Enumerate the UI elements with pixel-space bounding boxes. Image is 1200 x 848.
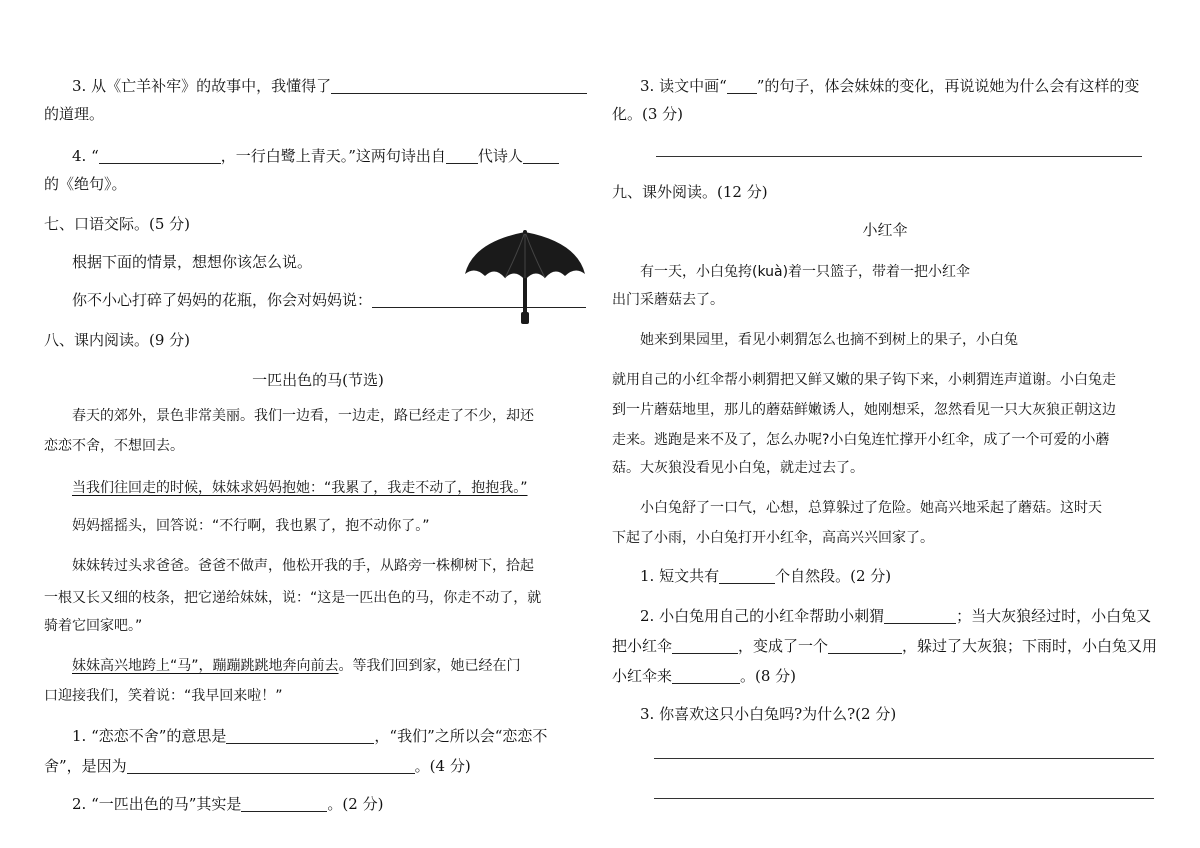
- answer-blank[interactable]: [99, 147, 221, 164]
- question-9-3: 3. 你喜欢这只小白兔吗?为什么?(2 分): [640, 705, 897, 723]
- question-8-3-tail: 化。(3 分): [612, 105, 684, 123]
- question-9-2-cont: 把小红伞 ，变成了一个 ，躲过了大灰狼；下雨时，小白兔又用: [612, 637, 1158, 655]
- question-9-2: 2. 小白兔用自己的小红伞帮助小刺猬 ；当大灰狼经过时，小白兔又: [640, 607, 1152, 625]
- section-7-answer: 你不小心打碎了妈妈的花瓶，你会对妈妈说：: [44, 290, 592, 310]
- question-8-3: 3. 读文中画“ ”的句子，体会妹妹的变化，再说说她为什么会有这样的变: [640, 77, 1140, 95]
- passage-para-3: 妈妈摇摇头，回答说：“不行啊，我也累了，抱不动你了。”: [72, 518, 430, 534]
- section-7-heading: 七、口语交际。(5 分): [44, 215, 191, 233]
- answer-blank[interactable]: [446, 147, 478, 164]
- answer-blank[interactable]: [672, 637, 738, 654]
- answer-blank[interactable]: [828, 637, 902, 654]
- passage-para-5: 妹妹高兴地跨上“马”，蹦蹦跳跳地奔向前去。等我们回到家，她已经在门: [72, 658, 521, 674]
- passage-para-2-underlined: 当我们往回走的时候，妹妹求妈妈抱她：“我累了，我走不动了，抱抱我。”: [72, 480, 528, 496]
- story-para-3: 小白兔舒了一口气，心想，总算躲过了危险。她高兴地采起了蘑菇。这时天: [640, 500, 1102, 516]
- question-8-1: 1. “恋恋不舍”的意思是 ，“我们”之所以会“恋恋不: [72, 727, 548, 745]
- answer-line[interactable]: [654, 798, 1154, 799]
- question-6-4: 4. “ ，一行白鹭上青天。”这两句诗出自 代诗人: [44, 146, 592, 166]
- passage-para-1-cont: 恋恋不舍，不想回去。: [44, 438, 184, 454]
- question-6-4-tail: 的《绝句》。: [44, 175, 127, 193]
- answer-blank[interactable]: [331, 77, 587, 94]
- answer-line[interactable]: [656, 156, 1142, 157]
- question-6-3: 3. 从《亡羊补牢》的故事中，我懂得了: [44, 76, 592, 96]
- story-para-2-cont: 就用自己的小红伞帮小刺猬把又鲜又嫩的果子钩下来，小刺猬连声道谢。小白兔走: [612, 372, 1116, 388]
- underlined-sentence: 妹妹高兴地跨上“马”，蹦蹦跳跳地奔向前去: [72, 658, 339, 674]
- story-para-2-cont: 到一片蘑菇地里，那儿的蘑菇鲜嫩诱人，她刚想采，忽然看见一只大灰狼正朝这边: [612, 402, 1116, 418]
- section-9-heading: 九、课外阅读。(12 分): [612, 183, 768, 201]
- story-para-2: 她来到果园里，看见小刺猬怎么也摘不到树上的果子，小白兔: [640, 332, 1018, 348]
- passage-para-5-cont: 口迎接我们，笑着说：“我早回来啦！”: [44, 688, 283, 704]
- question-9-1: 1. 短文共有 个自然段。(2 分): [640, 567, 892, 585]
- left-column: [44, 0, 592, 848]
- question-8-2: 2. “一匹出色的马”其实是 。(2 分): [72, 795, 384, 813]
- answer-blank[interactable]: [226, 727, 374, 744]
- answer-blank[interactable]: [241, 795, 327, 812]
- answer-blank[interactable]: [719, 567, 775, 584]
- story-para-1-cont: 出门采蘑菇去了。: [612, 292, 724, 308]
- question-8-1-cont: 舍”，是因为 。(4 分): [44, 757, 471, 775]
- answer-blank[interactable]: [884, 607, 956, 624]
- question-6-3-tail: 的道理。: [44, 105, 105, 123]
- story-title: 小红伞: [862, 221, 908, 239]
- story-para-2-cont: 走来。逃跑是来不及了，怎么办呢?小白兔连忙撑开小红伞，成了一个可爱的小蘑: [612, 432, 1110, 448]
- answer-line[interactable]: [654, 758, 1154, 759]
- section-7-prompt: 根据下面的情景，想想你该怎么说。: [72, 253, 313, 271]
- answer-blank[interactable]: [127, 757, 415, 774]
- umbrella-icon: [463, 230, 587, 326]
- answer-blank[interactable]: [672, 667, 740, 684]
- passage-para-4: 妹妹转过头求爸爸。爸爸不做声，他松开我的手，从路旁一株柳树下，拾起: [72, 558, 534, 574]
- story-para-1: 有一天，小白兔挎(kuà)着一只篮子，带着一把小红伞: [640, 264, 971, 280]
- question-9-2-end: 小红伞来 。(8 分): [612, 667, 797, 685]
- story-para-2-end: 菇。大灰狼没看见小白兔，就走过去了。: [612, 460, 864, 476]
- section-8-heading: 八、课内阅读。(9 分): [44, 331, 191, 349]
- answer-blank[interactable]: [523, 147, 559, 164]
- passage-title: 一匹出色的马(节选): [252, 371, 384, 389]
- answer-blank[interactable]: [727, 77, 757, 94]
- passage-para-4-end: 骑着它回家吧。”: [44, 618, 143, 634]
- passage-para-4-cont: 一根又长又细的枝条，把它递给妹妹，说：“这是一匹出色的马，你走不动了，就: [44, 590, 542, 606]
- right-column: [612, 0, 1158, 848]
- passage-para-1: 春天的郊外，景色非常美丽。我们一边看，一边走，路已经走了不少，却还: [72, 408, 534, 424]
- story-para-3-cont: 下起了小雨，小白兔打开小红伞，高高兴兴回家了。: [612, 530, 934, 546]
